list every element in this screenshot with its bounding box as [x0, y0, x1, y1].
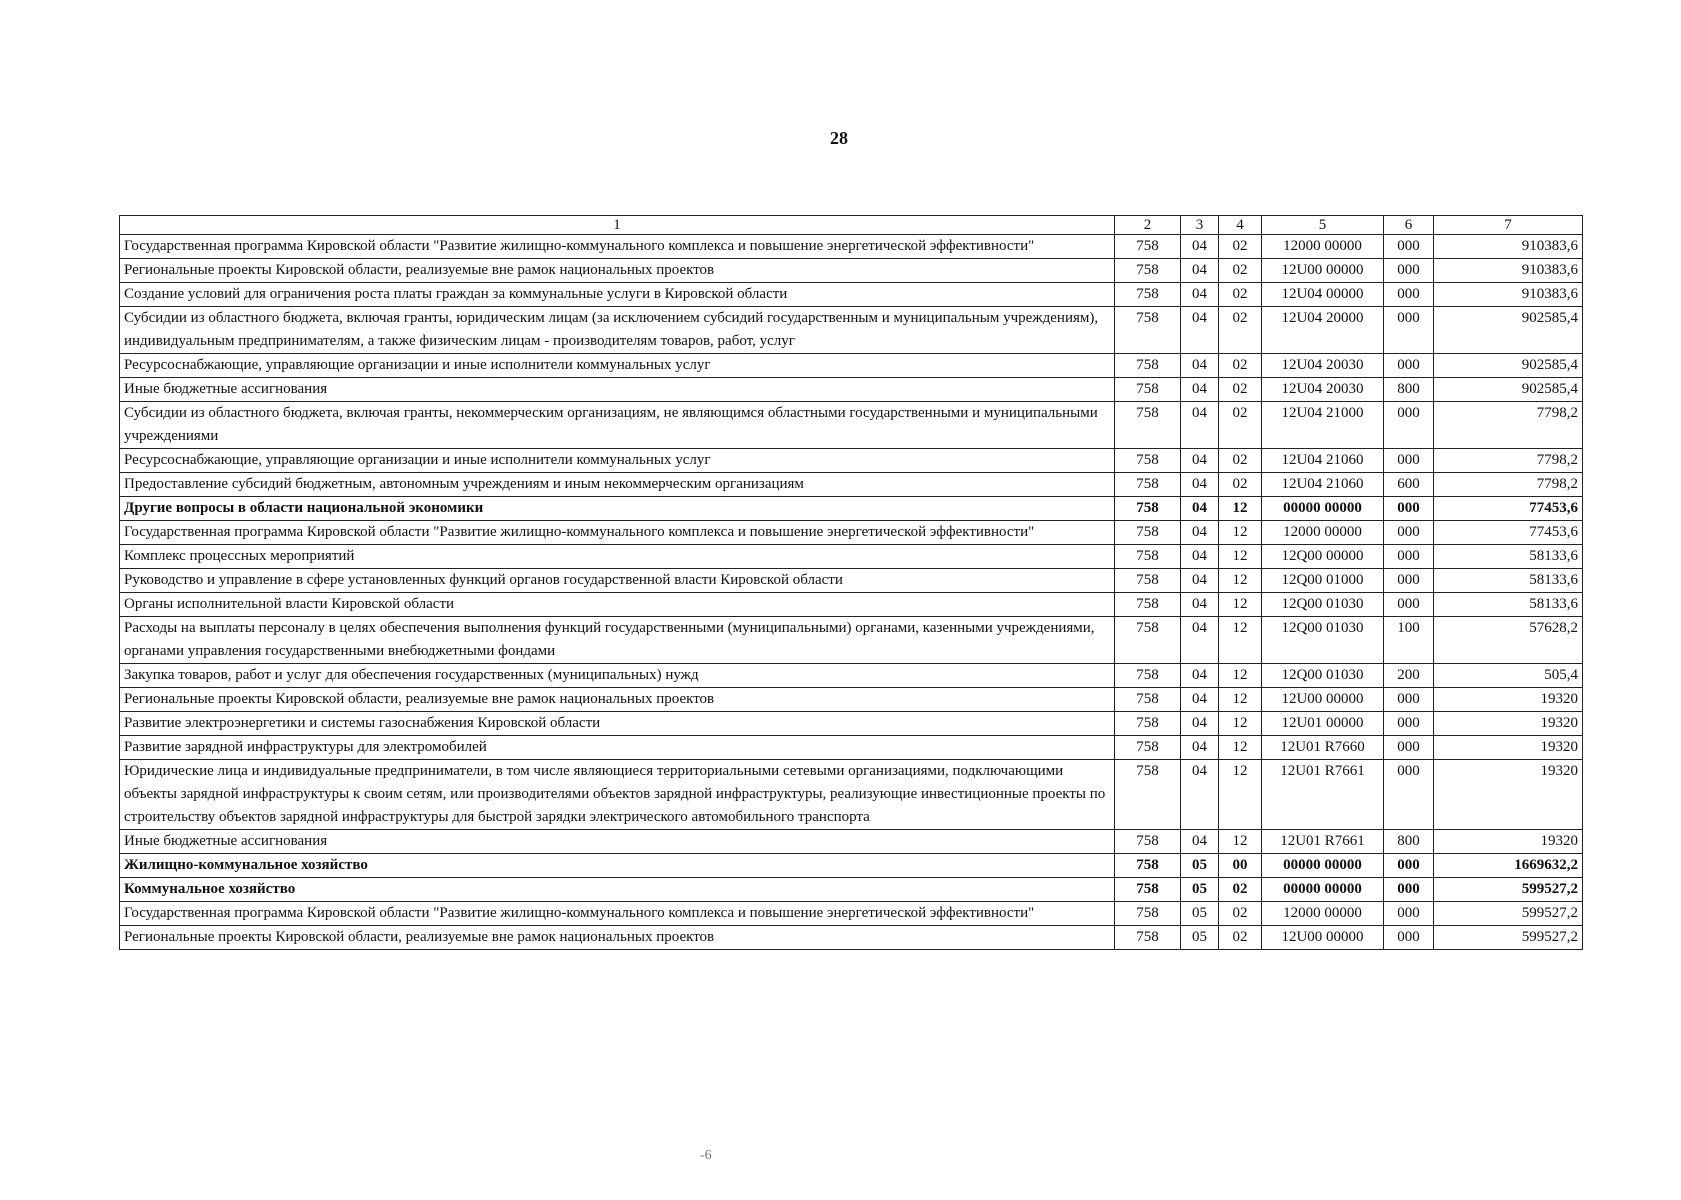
- section-cell: 04: [1181, 569, 1219, 593]
- row-name-cell: Региональные проекты Кировской области, реализуемые вне рамок национальных проектов: [120, 688, 1115, 712]
- target-article-cell: 12U01 R7660: [1262, 736, 1384, 760]
- amount-cell: 902585,4: [1434, 307, 1583, 354]
- table-row: [120, 402, 1583, 449]
- code-cell: 758: [1115, 569, 1181, 593]
- section-cell: 04: [1181, 235, 1219, 259]
- subsection-cell: 12: [1219, 521, 1262, 545]
- expense-type-cell: 800: [1384, 830, 1434, 854]
- subsection-cell: 12: [1219, 760, 1262, 830]
- expense-type-cell: 600: [1384, 473, 1434, 497]
- target-article-cell: 12U01 R7661: [1262, 760, 1384, 830]
- amount-cell: 7798,2: [1434, 449, 1583, 473]
- section-cell: 04: [1181, 497, 1219, 521]
- scan-mark: -6: [700, 1148, 712, 1163]
- expense-type-cell: 000: [1384, 283, 1434, 307]
- section-cell: 04: [1181, 473, 1219, 497]
- table-row: [120, 473, 1583, 497]
- target-article-cell: 12U04 21060: [1262, 449, 1384, 473]
- table-row: [120, 354, 1583, 378]
- section-cell: 04: [1181, 378, 1219, 402]
- table-row: [120, 545, 1583, 569]
- row-name-cell: Ресурсоснабжающие, управляющие организации и иные исполнители коммунальных услуг: [120, 354, 1115, 378]
- code-cell: 758: [1115, 760, 1181, 830]
- target-article-cell: 12Q00 01030: [1262, 617, 1384, 664]
- target-article-cell: 12U00 00000: [1262, 688, 1384, 712]
- subsection-cell: 02: [1219, 878, 1262, 902]
- subsection-cell: 12: [1219, 830, 1262, 854]
- row-name-cell: Развитие электроэнергетики и системы газоснабжения Кировской области: [120, 712, 1115, 736]
- table-body: [120, 235, 1583, 950]
- target-article-cell: 12U04 20000: [1262, 307, 1384, 354]
- amount-cell: 910383,6: [1434, 235, 1583, 259]
- code-cell: 758: [1115, 307, 1181, 354]
- section-cell: 05: [1181, 854, 1219, 878]
- code-cell: 758: [1115, 259, 1181, 283]
- table-row: [120, 736, 1583, 760]
- target-article-cell: 12Q00 01000: [1262, 569, 1384, 593]
- amount-cell: 77453,6: [1434, 521, 1583, 545]
- subsection-cell: 12: [1219, 617, 1262, 664]
- amount-cell: 58133,6: [1434, 569, 1583, 593]
- row-name-cell: Иные бюджетные ассигнования: [120, 830, 1115, 854]
- amount-cell: 58133,6: [1434, 593, 1583, 617]
- code-cell: 758: [1115, 593, 1181, 617]
- target-article-cell: 12U04 21000: [1262, 402, 1384, 449]
- section-cell: 05: [1181, 902, 1219, 926]
- subsection-cell: 12: [1219, 736, 1262, 760]
- amount-cell: 19320: [1434, 760, 1583, 830]
- amount-cell: 902585,4: [1434, 354, 1583, 378]
- subsection-cell: 12: [1219, 569, 1262, 593]
- row-name-cell: Субсидии из областного бюджета, включая гранты, некоммерческим организациям, не являющимся областными государственными и муниципальными учреждениями: [120, 402, 1115, 449]
- code-cell: 758: [1115, 354, 1181, 378]
- expense-type-cell: 000: [1384, 307, 1434, 354]
- code-cell: 758: [1115, 688, 1181, 712]
- row-name-cell: Ресурсоснабжающие, управляющие организации и иные исполнители коммунальных услуг: [120, 449, 1115, 473]
- row-name-cell: Государственная программа Кировской области "Развитие жилищно-коммунального комплекса и повышение энергетической эффективности": [120, 902, 1115, 926]
- expense-type-cell: 000: [1384, 854, 1434, 878]
- expense-type-cell: 100: [1384, 617, 1434, 664]
- subsection-cell: 02: [1219, 354, 1262, 378]
- expense-type-cell: 000: [1384, 712, 1434, 736]
- expense-type-cell: 000: [1384, 235, 1434, 259]
- expense-type-cell: 000: [1384, 354, 1434, 378]
- expense-type-cell: 000: [1384, 497, 1434, 521]
- amount-cell: 910383,6: [1434, 259, 1583, 283]
- target-article-cell: 00000 00000: [1262, 854, 1384, 878]
- table-row: [120, 926, 1583, 950]
- amount-cell: 7798,2: [1434, 473, 1583, 497]
- target-article-cell: 00000 00000: [1262, 878, 1384, 902]
- column-header: 3: [1181, 216, 1219, 235]
- code-cell: 758: [1115, 497, 1181, 521]
- amount-cell: 1669632,2: [1434, 854, 1583, 878]
- subsection-cell: 02: [1219, 402, 1262, 449]
- amount-cell: 505,4: [1434, 664, 1583, 688]
- section-cell: 05: [1181, 878, 1219, 902]
- column-header: 4: [1219, 216, 1262, 235]
- subsection-cell: 02: [1219, 259, 1262, 283]
- table-row: [120, 235, 1583, 259]
- code-cell: 758: [1115, 545, 1181, 569]
- row-name-cell: Расходы на выплаты персоналу в целях обеспечения выполнения функций государственными (муниципальными) органами, казенными учреждениями, органами управления государственными внебюджетными фондами: [120, 617, 1115, 664]
- expense-type-cell: 000: [1384, 688, 1434, 712]
- expense-type-cell: 000: [1384, 902, 1434, 926]
- section-cell: 04: [1181, 402, 1219, 449]
- section-cell: 04: [1181, 664, 1219, 688]
- expense-type-cell: 000: [1384, 760, 1434, 830]
- expense-type-cell: 000: [1384, 926, 1434, 950]
- amount-cell: 58133,6: [1434, 545, 1583, 569]
- row-name-cell: Органы исполнительной власти Кировской области: [120, 593, 1115, 617]
- subsection-cell: 12: [1219, 712, 1262, 736]
- column-header: 6: [1384, 216, 1434, 235]
- target-article-cell: 12U01 00000: [1262, 712, 1384, 736]
- section-cell: 04: [1181, 521, 1219, 545]
- column-header: 2: [1115, 216, 1181, 235]
- column-header: 5: [1262, 216, 1384, 235]
- subsection-cell: 12: [1219, 545, 1262, 569]
- subsection-cell: 12: [1219, 593, 1262, 617]
- target-article-cell: 12U04 20030: [1262, 354, 1384, 378]
- code-cell: 758: [1115, 830, 1181, 854]
- row-name-cell: Создание условий для ограничения роста платы граждан за коммунальные услуги в Кировской области: [120, 283, 1115, 307]
- amount-cell: 599527,2: [1434, 902, 1583, 926]
- subsection-cell: 02: [1219, 378, 1262, 402]
- expense-type-cell: 000: [1384, 545, 1434, 569]
- row-name-cell: Закупка товаров, работ и услуг для обеспечения государственных (муниципальных) нужд: [120, 664, 1115, 688]
- amount-cell: 599527,2: [1434, 926, 1583, 950]
- table-row: [120, 712, 1583, 736]
- subsection-cell: 12: [1219, 664, 1262, 688]
- subsection-cell: 02: [1219, 902, 1262, 926]
- row-name-cell: Другие вопросы в области национальной экономики: [120, 497, 1115, 521]
- table-row: [120, 497, 1583, 521]
- row-name-cell: Коммунальное хозяйство: [120, 878, 1115, 902]
- table-row: [120, 449, 1583, 473]
- target-article-cell: 12Q00 01030: [1262, 664, 1384, 688]
- section-cell: 04: [1181, 617, 1219, 664]
- target-article-cell: 12000 00000: [1262, 521, 1384, 545]
- amount-cell: 77453,6: [1434, 497, 1583, 521]
- target-article-cell: 12Q00 01030: [1262, 593, 1384, 617]
- amount-cell: 910383,6: [1434, 283, 1583, 307]
- row-name-cell: Жилищно-коммунальное хозяйство: [120, 854, 1115, 878]
- section-cell: 04: [1181, 307, 1219, 354]
- code-cell: 758: [1115, 473, 1181, 497]
- section-cell: 04: [1181, 545, 1219, 569]
- code-cell: 758: [1115, 402, 1181, 449]
- subsection-cell: 02: [1219, 449, 1262, 473]
- row-name-cell: Руководство и управление в сфере установленных функций органов государственной власти Кировской области: [120, 569, 1115, 593]
- row-name-cell: Государственная программа Кировской области "Развитие жилищно-коммунального комплекса и повышение энергетической эффективности": [120, 521, 1115, 545]
- subsection-cell: 02: [1219, 283, 1262, 307]
- page-number: 28: [830, 128, 848, 148]
- section-cell: 04: [1181, 283, 1219, 307]
- target-article-cell: 12U00 00000: [1262, 259, 1384, 283]
- target-article-cell: 12U04 20030: [1262, 378, 1384, 402]
- code-cell: 758: [1115, 378, 1181, 402]
- expense-type-cell: 000: [1384, 736, 1434, 760]
- budget-table: [119, 215, 1583, 950]
- expense-type-cell: 000: [1384, 449, 1434, 473]
- code-cell: 758: [1115, 712, 1181, 736]
- amount-cell: 57628,2: [1434, 617, 1583, 664]
- amount-cell: 7798,2: [1434, 402, 1583, 449]
- code-cell: 758: [1115, 449, 1181, 473]
- subsection-cell: 02: [1219, 473, 1262, 497]
- section-cell: 04: [1181, 354, 1219, 378]
- expense-type-cell: 000: [1384, 569, 1434, 593]
- expense-type-cell: 000: [1384, 521, 1434, 545]
- row-name-cell: Комплекс процессных мероприятий: [120, 545, 1115, 569]
- header-row: [120, 216, 1583, 235]
- target-article-cell: 12Q00 00000: [1262, 545, 1384, 569]
- code-cell: 758: [1115, 878, 1181, 902]
- section-cell: 04: [1181, 449, 1219, 473]
- table-row: [120, 617, 1583, 664]
- section-cell: 05: [1181, 926, 1219, 950]
- amount-cell: 19320: [1434, 688, 1583, 712]
- subsection-cell: 02: [1219, 307, 1262, 354]
- row-name-cell: Предоставление субсидий бюджетным, автономным учреждениям и иным некоммерческим организациям: [120, 473, 1115, 497]
- table-row: [120, 521, 1583, 545]
- section-cell: 04: [1181, 712, 1219, 736]
- subsection-cell: 02: [1219, 926, 1262, 950]
- table-row: [120, 688, 1583, 712]
- code-cell: 758: [1115, 902, 1181, 926]
- section-cell: 04: [1181, 760, 1219, 830]
- row-name-cell: Субсидии из областного бюджета, включая гранты, юридическим лицам (за исключением субсидий государственным и муниципальным учреждениям), индивидуальным предпринимателям, а также физическим лицам - производителям товаров, работ, услуг: [120, 307, 1115, 354]
- table-row: [120, 378, 1583, 402]
- code-cell: 758: [1115, 521, 1181, 545]
- target-article-cell: 00000 00000: [1262, 497, 1384, 521]
- subsection-cell: 02: [1219, 235, 1262, 259]
- target-article-cell: 12U00 00000: [1262, 926, 1384, 950]
- target-article-cell: 12U04 00000: [1262, 283, 1384, 307]
- expense-type-cell: 000: [1384, 878, 1434, 902]
- code-cell: 758: [1115, 854, 1181, 878]
- table-row: [120, 854, 1583, 878]
- section-cell: 04: [1181, 259, 1219, 283]
- section-cell: 04: [1181, 688, 1219, 712]
- amount-cell: 902585,4: [1434, 378, 1583, 402]
- section-cell: 04: [1181, 736, 1219, 760]
- row-name-cell: Государственная программа Кировской области "Развитие жилищно-коммунального комплекса и повышение энергетической эффективности": [120, 235, 1115, 259]
- row-name-cell: Региональные проекты Кировской области, реализуемые вне рамок национальных проектов: [120, 259, 1115, 283]
- amount-cell: 19320: [1434, 712, 1583, 736]
- code-cell: 758: [1115, 235, 1181, 259]
- subsection-cell: 12: [1219, 688, 1262, 712]
- amount-cell: 19320: [1434, 736, 1583, 760]
- table-row: [120, 878, 1583, 902]
- code-cell: 758: [1115, 664, 1181, 688]
- column-header: 1: [120, 216, 1115, 235]
- code-cell: 758: [1115, 926, 1181, 950]
- column-header: 7: [1434, 216, 1583, 235]
- table-row: [120, 760, 1583, 830]
- table-row: [120, 259, 1583, 283]
- amount-cell: 599527,2: [1434, 878, 1583, 902]
- code-cell: 758: [1115, 283, 1181, 307]
- row-name-cell: Региональные проекты Кировской области, реализуемые вне рамок национальных проектов: [120, 926, 1115, 950]
- expense-type-cell: 000: [1384, 402, 1434, 449]
- row-name-cell: Развитие зарядной инфраструктуры для электромобилей: [120, 736, 1115, 760]
- table-row: [120, 664, 1583, 688]
- expense-type-cell: 800: [1384, 378, 1434, 402]
- subsection-cell: 12: [1219, 497, 1262, 521]
- table-row: [120, 307, 1583, 354]
- row-name-cell: Иные бюджетные ассигнования: [120, 378, 1115, 402]
- target-article-cell: 12000 00000: [1262, 235, 1384, 259]
- target-article-cell: 12U04 21060: [1262, 473, 1384, 497]
- code-cell: 758: [1115, 617, 1181, 664]
- target-article-cell: 12000 00000: [1262, 902, 1384, 926]
- subsection-cell: 00: [1219, 854, 1262, 878]
- expense-type-cell: 200: [1384, 664, 1434, 688]
- table-row: [120, 283, 1583, 307]
- table-row: [120, 902, 1583, 926]
- section-cell: 04: [1181, 593, 1219, 617]
- table-row: [120, 593, 1583, 617]
- section-cell: 04: [1181, 830, 1219, 854]
- table-row: [120, 830, 1583, 854]
- expense-type-cell: 000: [1384, 259, 1434, 283]
- expense-type-cell: 000: [1384, 593, 1434, 617]
- amount-cell: 19320: [1434, 830, 1583, 854]
- target-article-cell: 12U01 R7661: [1262, 830, 1384, 854]
- code-cell: 758: [1115, 736, 1181, 760]
- table-row: [120, 569, 1583, 593]
- row-name-cell: Юридические лица и индивидуальные предприниматели, в том числе являющиеся территориальными сетевыми организациями, подключающими объекты зарядной инфраструктуры к своим сетям, или производителями объектов зарядной инфраструктуры, реализующие инвестиционные проекты по строительству объектов зарядной инфраструктуры для быстрой зарядки электрического автомобильного транспорта: [120, 760, 1115, 830]
